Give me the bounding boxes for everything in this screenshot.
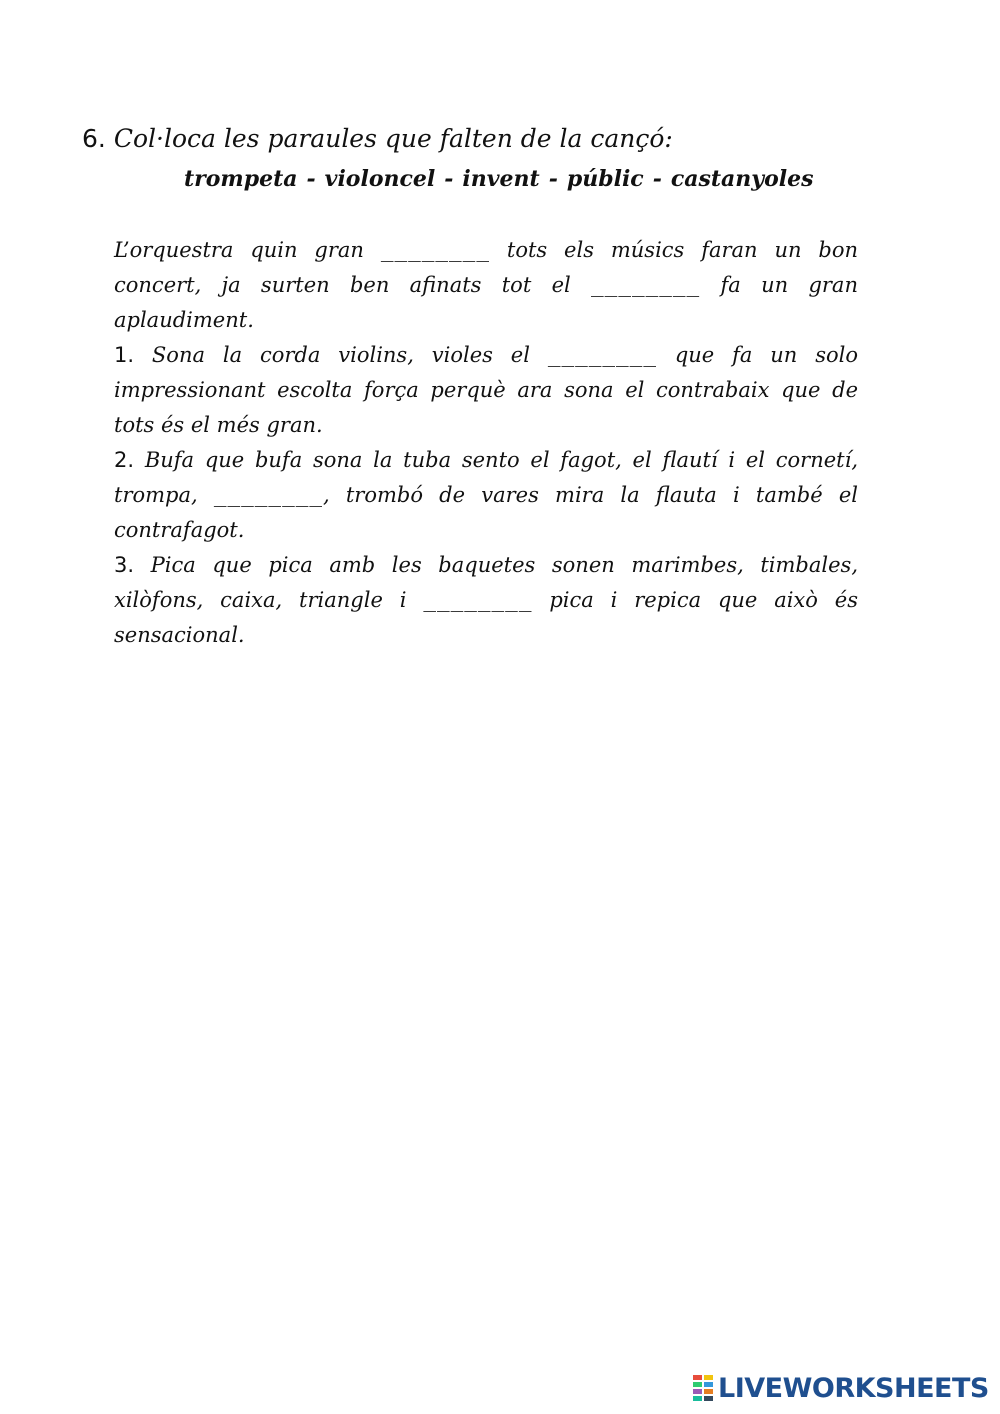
word-bank-item: invent	[462, 166, 540, 192]
song-lyrics	[114, 233, 858, 653]
lyrics-text: que fa un solo impressionant escolta força perquè ara sona el contrabaix que de tots és el més gran.	[114, 343, 858, 437]
lyrics-intro	[114, 233, 858, 338]
word-bank-item: públic	[566, 166, 644, 192]
liveworksheets-logo-icon	[692, 1374, 714, 1402]
answer-blank[interactable]: ________	[423, 588, 533, 612]
logo-cell	[703, 1388, 714, 1395]
logo-cell	[692, 1374, 703, 1381]
word-bank-separator: -	[444, 166, 454, 192]
logo-cell	[692, 1388, 703, 1395]
logo-cell	[703, 1381, 714, 1388]
logo-cell	[703, 1395, 714, 1402]
logo-cell	[692, 1381, 703, 1388]
word-bank-item: violoncel	[324, 166, 436, 192]
answer-blank[interactable]: ________	[547, 343, 657, 367]
verse-number: 1.	[114, 343, 135, 367]
liveworksheets-brand	[692, 1373, 989, 1403]
answer-blank[interactable]: ________	[380, 238, 490, 262]
word-bank-item: castanyoles	[670, 166, 814, 192]
word-bank-separator: -	[652, 166, 662, 192]
lyrics-text: Sona la corda violins, violes el	[151, 343, 530, 367]
lyrics-text: fa un gran aplaudiment.	[114, 273, 858, 332]
logo-cell	[703, 1374, 714, 1381]
lyrics-text: L’orquestra quin gran	[114, 238, 364, 262]
word-bank-item: trompeta	[184, 166, 298, 192]
verse-number: 2.	[114, 448, 135, 472]
word-bank-separator: -	[306, 166, 316, 192]
question-heading	[82, 124, 673, 153]
word-bank	[184, 166, 814, 192]
lyrics-text: tots els músics faran un bon concert, ja surten ben afinats tot el	[114, 238, 858, 297]
lyrics-text: , trombó de vares mira la flauta i també el contrafagot.	[114, 483, 858, 542]
lyrics-verse-3	[114, 548, 858, 653]
lyrics-text: pica i repica que això és sensacional.	[114, 588, 858, 647]
lyrics-verse-2	[114, 443, 858, 548]
lyrics-text: Pica que pica amb les baquetes sonen marimbes, timbales, xilòfons, caixa, triangle i	[114, 553, 858, 612]
question-prompt: Col·loca les paraules que falten de la cançó:	[113, 124, 673, 153]
verse-number: 3.	[114, 553, 135, 577]
logo-cell	[692, 1395, 703, 1402]
lyrics-text: Bufa que bufa sona la tuba sento el fagot, el flautí i el cornetí, trompa,	[114, 448, 858, 507]
question-number: 6.	[82, 124, 106, 153]
lyrics-verse-1	[114, 338, 858, 443]
brand-name: LIVEWORKSHEETS	[718, 1372, 989, 1404]
answer-blank[interactable]: ________	[213, 483, 324, 507]
answer-blank[interactable]: ________	[591, 273, 701, 297]
word-bank-separator: -	[548, 166, 558, 192]
